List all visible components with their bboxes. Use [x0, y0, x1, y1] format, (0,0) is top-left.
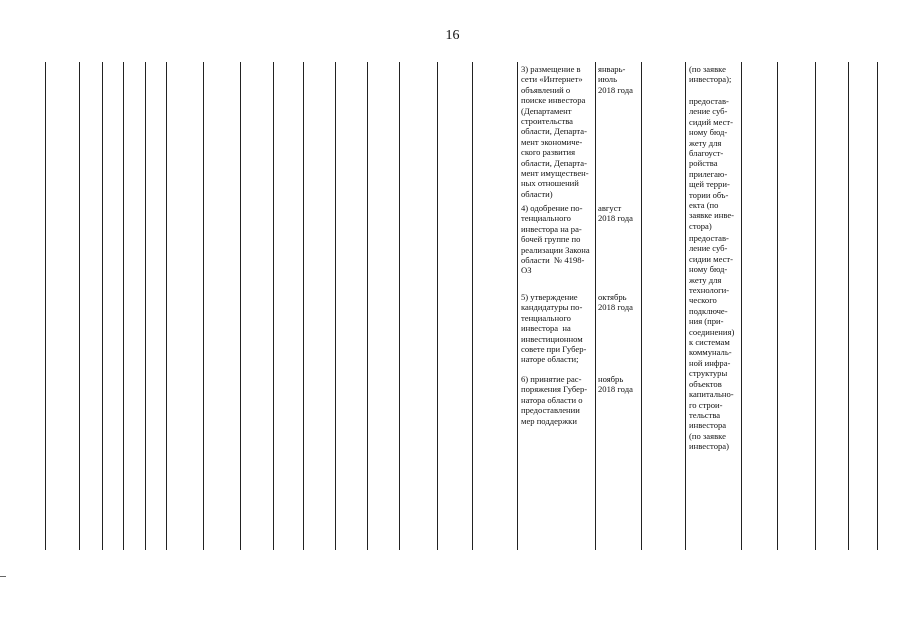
column-divider [472, 62, 473, 550]
column-divider [145, 62, 146, 550]
table-cell-support: предостав- ление суб- сидий мест- ному бюд- жету для благоуст- ройства прилегаю- щей терри- тории объ- екта (по заявке инве- стора) [689, 96, 735, 231]
column-divider [517, 62, 518, 550]
column-divider [45, 62, 46, 550]
margin-mark [0, 576, 6, 577]
column-divider [203, 62, 204, 550]
column-divider [335, 62, 336, 550]
table-cell-term: август 2018 года [598, 203, 633, 224]
column-divider [399, 62, 400, 550]
column-divider [641, 62, 642, 550]
column-divider [877, 62, 878, 550]
page-number: 16 [445, 28, 460, 43]
column-divider [273, 62, 274, 550]
column-divider [595, 62, 596, 550]
table-cell-action: 6) принятие рас- поряжения Губер- натора области о предоставлении мер поддержки [521, 374, 588, 426]
table-cell-term: ноябрь 2018 года [598, 374, 633, 395]
column-divider [437, 62, 438, 550]
column-divider [367, 62, 368, 550]
column-divider [815, 62, 816, 550]
table-cell-support: предостав- ление суб- сидии мест- ному бюд- жету для технологи- ческого подключе- ния (при- соединения) к системам коммуналь- ной инфра- структуры объектов капитально- го строи- тельства инвестора (по заявке инвестора) [689, 233, 735, 452]
table-cell-support: (по заявке инвестора); [689, 64, 732, 85]
column-divider [79, 62, 80, 550]
column-divider [102, 62, 103, 550]
column-divider [848, 62, 849, 550]
table-cell-action: 4) одобрение по- тенциального инвестора на ра- бочей группе по реализации Закона области № 4198- ОЗ [521, 203, 590, 276]
column-divider [303, 62, 304, 550]
column-divider [741, 62, 742, 550]
table-cell-action: 3) размещение в сети «Интернет» объявлений о поиске инвестора (Департамент строительства области, Департа- мент экономиче- ского развития области, Департа- мент имуществен- ных отношений области) [521, 64, 589, 199]
column-divider [777, 62, 778, 550]
column-divider [123, 62, 124, 550]
table-cell-term: октябрь 2018 года [598, 292, 633, 313]
column-divider [166, 62, 167, 550]
table-cell-term: январь- июль 2018 года [598, 64, 633, 95]
column-divider [240, 62, 241, 550]
column-divider [685, 62, 686, 550]
table-cell-action: 5) утверждение кандидатуры по- тенциального инвестора на инвестиционном совете при Губер- наторе области; [521, 292, 587, 365]
